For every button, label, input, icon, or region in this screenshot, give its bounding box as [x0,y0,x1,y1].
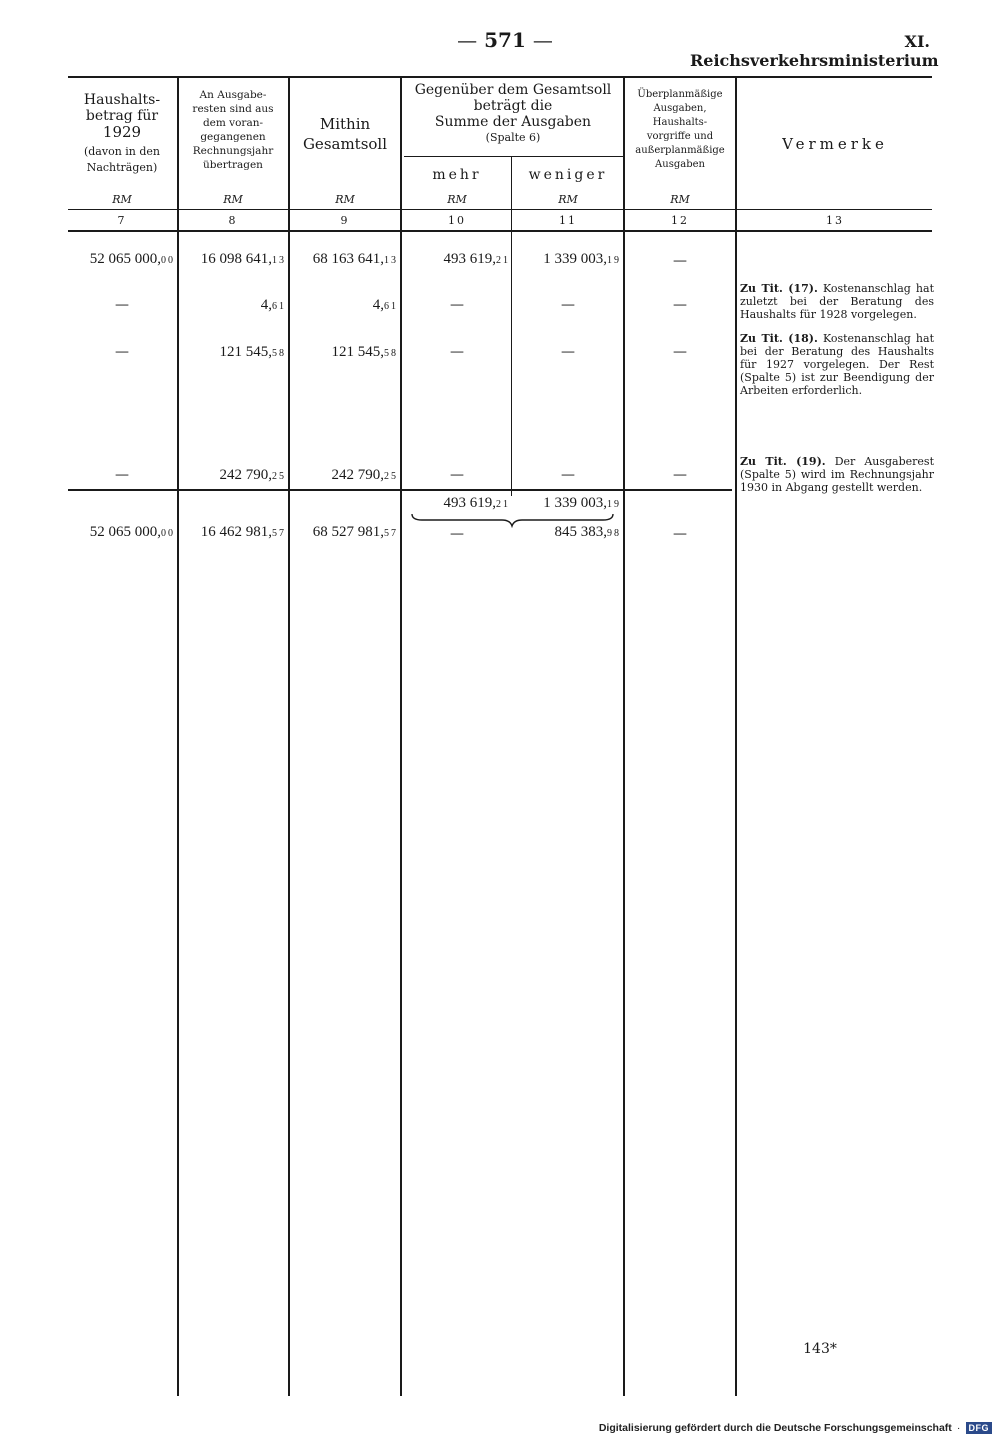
header-group-line1: Gegenüber dem Gesamtsoll [414,82,612,98]
chapter-title: XI. Reichsverkehrsministerium [690,32,939,70]
header-col7-line1: Haushalts- [83,92,161,108]
row2-col11: — [561,297,575,313]
unit-col10: RM [447,193,467,206]
footer-credit-text: Digitalisierung gefördert durch die Deutsche Forschungsgemeinschaft [598,1422,952,1434]
header-group [404,82,622,146]
colnum-10: 10 [448,214,466,227]
header-col8-line2: resten sind aus [192,103,274,115]
row2-col12: — [673,297,687,313]
row2-col10: — [450,297,464,313]
row3-col10: — [450,344,464,360]
header-col8 [180,88,286,172]
header-col10: mehr [432,167,482,183]
header-col8-line1: An Ausgabe- [199,89,267,101]
row4-col11: — [561,467,575,483]
row2-col7: — [115,297,129,313]
row1-col8: 16 098 641,13 [200,251,286,267]
row4-col7: — [115,467,129,483]
colnum-9: 9 [340,214,350,227]
note-tit-17-title: Zu Tit. (17). [740,282,818,295]
row1-col12: — [673,253,687,269]
total-col8: 16 462 981,57 [200,524,286,540]
note-tit-18-text: Kostenanschlag hat bei der Beratung des Haushalts für 1927 vorgelegen. Der Rest (Spalte 5) ist zur Beendigung der Arbeiten erforderlich. [740,332,934,397]
row2-col8: 4,61 [260,297,286,313]
total-col9: 68 527 981,57 [312,524,398,540]
colnum-11: 11 [559,214,577,227]
col-divider-7-8 [177,76,179,1396]
col-divider-12-13 [735,76,737,1396]
total-col10: — [450,526,464,542]
page-number: 571 [484,28,526,52]
page-dash-left: — [457,28,478,52]
header-group-line2: beträgt die [473,98,553,114]
note-tit-19-title: Zu Tit. (19). [740,455,826,468]
unit-col8: RM [223,193,243,206]
header-col8-line5: Rechnungsjahr [192,145,274,157]
row3-col9: 121 545,58 [331,344,398,360]
row1-col10: 493 619,21 [443,251,510,267]
footer-credit [560,1416,992,1435]
subtotal-col11: 1 339 003,19 [543,495,621,511]
header-col8-line6: übertragen [203,159,263,171]
row4-col9: 242 790,25 [331,467,398,483]
page-dash-right: — [532,28,553,52]
total-col11: 845 383,98 [554,524,621,540]
row1-col9: 68 163 641,13 [312,251,398,267]
header-col9-line1: Mithin [319,115,371,133]
colnum-7: 7 [117,214,127,227]
note-tit-19-text: Der Ausgaberest (Spalte 5) wird im Rechnungsjahr 1930 in Abgang gestellt werden. [740,455,934,494]
unit-rule [68,209,932,210]
header-col12-line3: Haushalts- [652,117,708,128]
total-col12: — [673,526,687,542]
header-col9-line2: Gesamtsoll [302,135,388,153]
header-col11: weniger [528,167,608,183]
colnum-8: 8 [228,214,238,227]
colnum-12: 12 [671,214,689,227]
note-tit-17-text: Kostenanschlag hat zuletzt bei der Beratung des Haushalts für 1928 vorgelegen. [740,282,934,321]
row1-col7: 52 065 000,00 [89,251,175,267]
note-tit-19 [740,455,934,494]
header-col9 [292,114,398,154]
header-col7-line2: betrag für [85,108,159,124]
row1-col11: 1 339 003,19 [543,251,621,267]
header-col12-line4: vorgriffe und [646,131,714,142]
header-col12-line6: Ausgaben [655,159,705,170]
header-col12 [626,88,734,172]
header-col12-line2: Ausgaben, [653,103,707,114]
footer-separator: · [956,1422,961,1434]
row3-col12: — [673,344,687,360]
unit-col11: RM [558,193,578,206]
subtotal-col10: 493 619,21 [443,495,510,511]
header-col7-line5: Nachträgen) [86,161,158,174]
row2-col9: 4,61 [372,297,398,313]
row4-col8: 242 790,25 [219,467,286,483]
colnum-13: 13 [826,214,844,227]
note-tit-18-title: Zu Tit. (18). [740,332,818,345]
col-divider-11-12 [623,76,625,1396]
table-top-rule [68,76,932,78]
header-group-line4: (Spalte 6) [485,131,541,144]
row4-col10: — [450,467,464,483]
header-group-line3: Summe der Ausgaben [434,114,592,130]
dfg-logo: DFG [966,1422,993,1434]
note-tit-17 [740,282,934,321]
col-divider-9-10 [400,76,402,1396]
group-header-rule [404,156,624,157]
unit-col9: RM [335,193,355,206]
header-col7 [70,92,174,176]
total-col7: 52 065 000,00 [89,524,175,540]
header-bottom-rule [68,230,932,232]
header-col13: Vermerke [782,135,888,153]
row3-col11: — [561,344,575,360]
header-col12-line5: außerplanmäßige [635,145,725,156]
footer-page-mark: 143* [803,1341,837,1357]
page-header [450,28,560,56]
header-col7-line3: 1929 [102,123,142,141]
col-divider-8-9 [288,76,290,1396]
note-tit-18 [740,332,934,397]
row3-col7: — [115,344,129,360]
header-col8-line3: dem voran- [202,117,264,129]
row4-col12: — [673,467,687,483]
col-divider-10-11 [511,156,512,496]
unit-col7: RM [112,193,132,206]
header-col12-line1: Überplanmäßige [637,89,723,100]
header-col7-line4: (davon in den [83,145,161,158]
unit-col12: RM [670,193,690,206]
header-col8-line4: gegangenen [200,131,266,143]
row3-col8: 121 545,58 [219,344,286,360]
